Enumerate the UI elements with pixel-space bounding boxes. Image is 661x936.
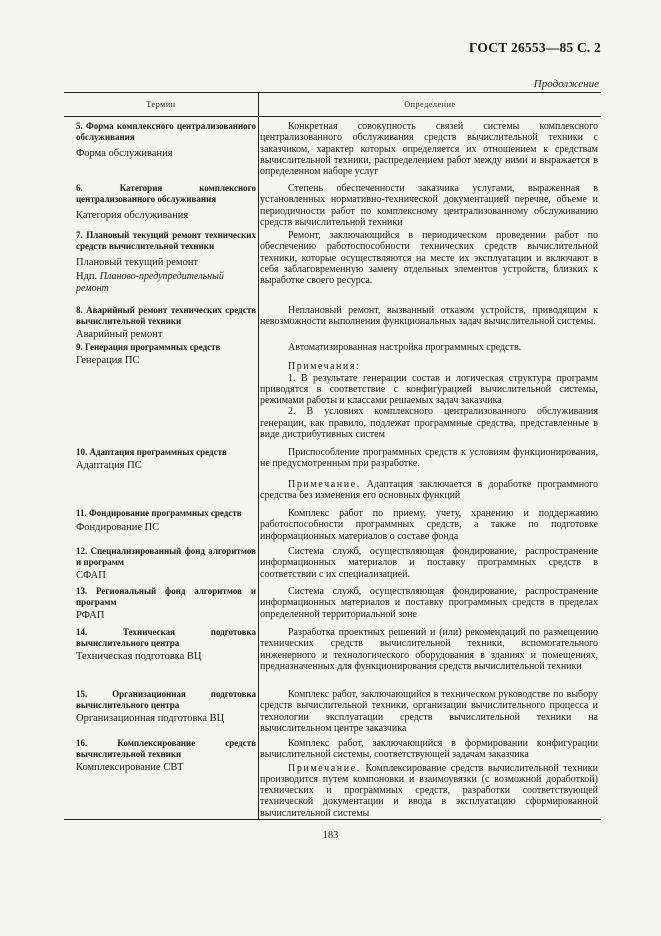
table-header-rule (64, 116, 601, 117)
term-short: Категория обслуживания (76, 210, 189, 222)
definition-cell (260, 546, 598, 580)
note-label: Примечание. (288, 762, 361, 774)
note-item: 2. В условиях комплексного централизованного обслуживания генерации, как правило, подлежат программные средства, представленные в виде дистрибутивных систем (260, 406, 598, 441)
term-title: 11. Фондирование программных средств (76, 508, 242, 518)
definition-cell (260, 305, 598, 328)
definition-cell (260, 738, 598, 819)
term-title: 12. Специализированный фонд алгоритмов и программ (76, 546, 256, 567)
term-cell (76, 342, 256, 367)
deprecated-term: Планово-предупредительный ремонт (76, 271, 224, 295)
term-cell (76, 508, 256, 534)
term-title: 6. Категория комплексного централизованного обслуживания (76, 183, 256, 204)
term-cell (76, 627, 256, 663)
table-bottom-rule (64, 819, 601, 820)
term-title: 16. Комплексирование средств вычислительной техники (76, 738, 256, 759)
definition-text: Разработка проектных решений и (или) рекомендаций по размещению технических средств вычислительной техники, вспомогательного инженерного и технологического оборудования в зданиях и помещениях, предназначенных для функционирования средств вычислительной техники (260, 627, 598, 672)
note-text: Адаптация заключается в доработке программного средства без изменения его основных функций (260, 478, 598, 501)
term-cell (76, 689, 256, 725)
term-cell (76, 183, 256, 222)
notes-heading: Примечания: (288, 361, 361, 373)
term-short: Комплексирование СВТ (76, 762, 184, 774)
definition-text: Комплекс работ, заключающийся в формировании конфигурации вычислительной системы, соответствующей задачам заказчика (260, 738, 598, 761)
term-title: 9. Генерация программных средств (76, 342, 221, 352)
definition-cell (260, 183, 598, 228)
term-title: 5. Форма комплексного централизованного обслуживания (76, 121, 256, 142)
note-paragraph (260, 763, 598, 819)
definition-cell (260, 689, 598, 734)
definition-text: Автоматизированная настройка программных средств. (288, 342, 522, 353)
term-title: 13. Региональный фонд алгоритмов и программ (76, 586, 256, 607)
definition-text: Степень обеспеченности заказчика услугами, выраженная в установленных нормативно-технической документацией перечне, объеме и периодичности работ по комплексному централизованному обслуживанию средств вычислительной техники (260, 183, 598, 228)
term-short: Плановый текущий ремонт (76, 257, 199, 269)
term-short: Аварийный ремонт (76, 329, 163, 341)
term-cell (76, 738, 256, 774)
definition-cell (260, 508, 598, 542)
term-short: РФАП (76, 610, 105, 622)
term-short: Организационная подготовка ВЦ (76, 713, 225, 725)
term-deprecated (76, 271, 256, 295)
term-cell (76, 447, 256, 472)
definition-text: Приспособление программных средств к условиям функционирования, не предусмотренным при разработке. (260, 447, 598, 470)
note-label: Примечание. (288, 478, 361, 490)
document-code: ГОСТ 26553—85 С. 2 (468, 40, 601, 55)
definition-cell (260, 230, 598, 286)
definition-text: Комплекс работ по приему, учету, хранению и поддержанию работоспособности программных средств, а также по подготовке информационных материалов о составе фонда (260, 508, 598, 542)
term-cell (76, 230, 256, 295)
table-top-rule (64, 92, 601, 93)
column-header-definition: Определение (404, 100, 456, 109)
definition-cell (260, 121, 598, 177)
term-title: 7. Плановый текущий ремонт технических средств вычислительной техники (76, 230, 256, 251)
definition-text: Конкретная совокупность связей системы комплексного централизованного обслуживания средств вычислительной техники с заказчиком, характер которых определяется их отношением к средствам вычислительной техники, распределением работ между ними и выражается в определенном наборе услуг (260, 121, 598, 178)
definition-text: Комплекс работ, заключающийся в техническом руководстве по выбору средств вычислительной техники, организации вычислительного процесса и технологии эксплуатации средств вычислительной техники на вычислительном центре заказчика (260, 689, 598, 734)
continuation-label: Продолжение (533, 78, 599, 90)
note-item: 1. В результате генерации состав и логическая структура программ приводятся в соответствие с конфигурацией вычислительной системы, режимами работы и классами решаемых задач заказчика (260, 372, 598, 407)
term-title: 10. Адаптация программных средств (76, 447, 227, 457)
term-short: Фондирование ПС (76, 521, 160, 533)
definition-cell (260, 586, 598, 620)
term-short: Генерация ПС (76, 354, 140, 366)
column-header-term: Термин (146, 100, 176, 109)
term-cell (76, 121, 256, 160)
term-cell (76, 546, 256, 582)
definition-cell (260, 627, 598, 672)
term-short: Техническая подготовка ВЦ (76, 651, 202, 663)
column-divider (258, 92, 259, 819)
term-short: Форма обслуживания (76, 148, 173, 160)
definition-text: Ремонт, заключающийся в периодическом проведении работ по обеспечению работоспособности технических средств вычислительной техники, которые осуществляются на месте их эксплуатации и включают в себя заблаговременную замену отдельных элементов устройств, близких к выработке своего ресурса. (260, 230, 598, 287)
definition-text: Неплановый ремонт, вызванный отказом устройств, приводящим к невозможности выполнения функциональных задач вычислительной системы. (260, 305, 598, 328)
note-text: Комплексирование средств вычислительной техники производится путем компоновки и взаимоувязки (с возможной доработкой) технических и программных средств, разработки соответствующей технической документации и ввода в эксплуатацию сформированной вычислительной системы (260, 762, 599, 819)
note-paragraph (260, 479, 598, 502)
term-cell (76, 305, 256, 341)
term-cell (76, 586, 256, 622)
page-number: 183 (322, 830, 339, 841)
deprecated-prefix: Ндп. (76, 271, 98, 283)
definition-cell (260, 342, 598, 440)
term-short: СФАП (76, 570, 106, 582)
definition-text: Система служб, осуществляющая фондирование, распространение информационных материалов и поставку программных средств в пределах определенной территориальной зоне (260, 586, 598, 620)
definition-cell (260, 447, 598, 501)
term-title: 8. Аварийный ремонт технических средств вычислительной техники (76, 305, 256, 326)
term-title: 15. Организационная подготовка вычислительного центра (76, 689, 256, 710)
term-short: Адаптация ПС (76, 459, 142, 471)
definition-text: Система служб, осуществляющая фондирование, распространение информационных материалов и поставку программных средств в соответствии с их специализацией. (260, 546, 598, 580)
term-title: 14. Техническая подготовка вычислительного центра (76, 627, 256, 648)
